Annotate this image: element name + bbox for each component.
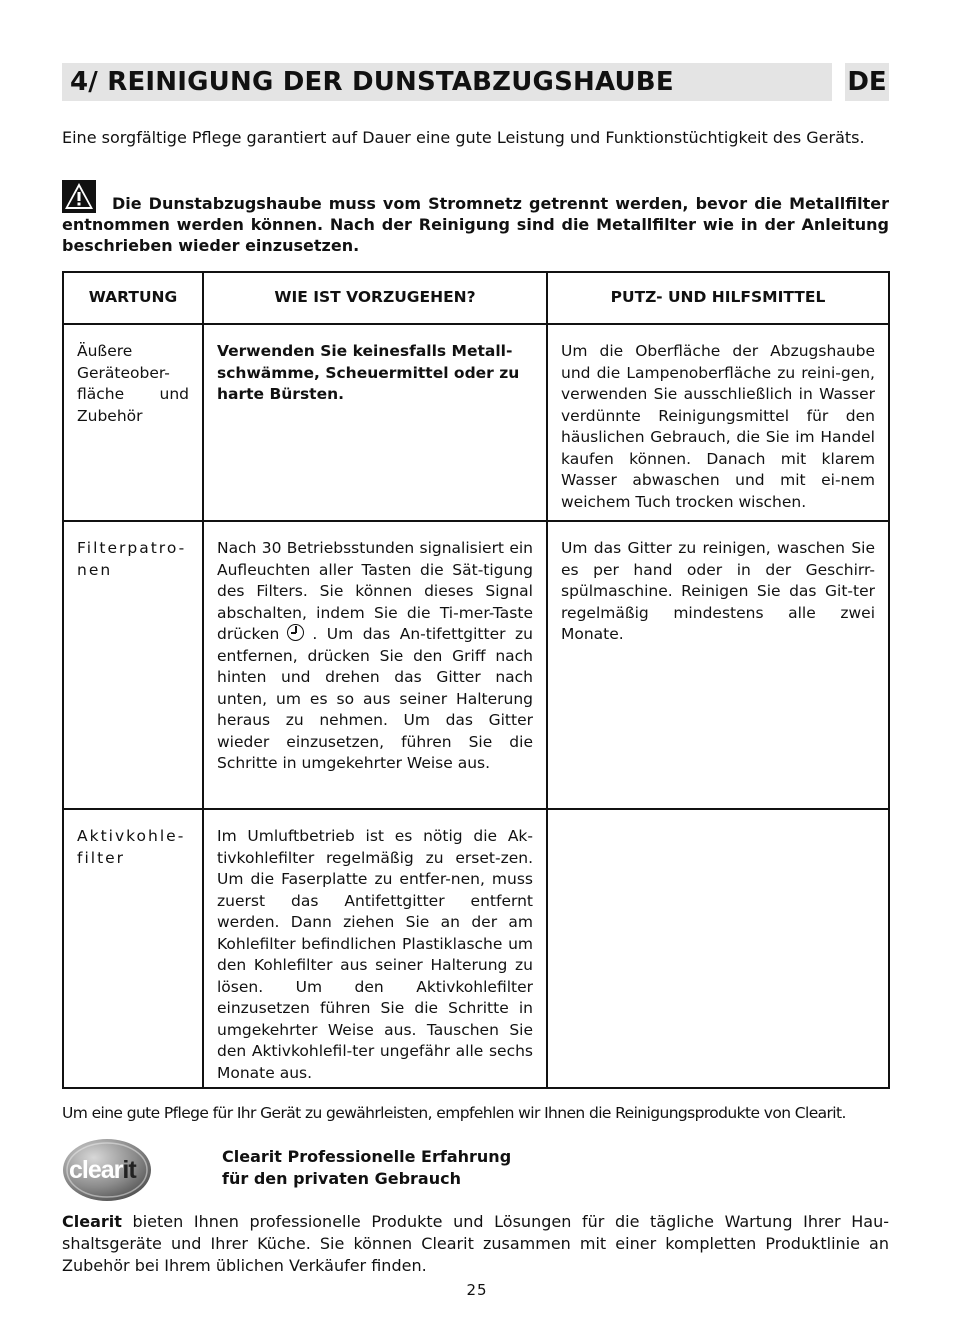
- header-supplies: PUTZ- UND HILFSMITTEL: [547, 272, 889, 324]
- recommendation-text: Um eine gute Pflege für Ihr Gerät zu gewährleisten, empfehlen wir Ihnen die Reinigungsprodukte von Clearit.: [62, 1104, 846, 1122]
- clearit-logo: [62, 1138, 152, 1202]
- closing-brand: Clearit: [62, 1212, 122, 1231]
- row-procedure: Verwenden Sie keinesfalls Metall-schwämme, Scheuermittel oder zu harte Bürsten.: [203, 324, 547, 521]
- page-number: 25: [466, 1281, 488, 1299]
- timer-clock-icon: [287, 624, 304, 641]
- header-maintenance: WARTUNG: [63, 272, 203, 324]
- table-row: [63, 324, 889, 521]
- row-supplies: Um die Oberfläche der Abzugshaube und die Lampenoberfläche zu reini-gen, verwenden Sie ausschließlich in Wasser verdünnte Reinigungsmittel für den häuslichen Gebrauch, die Sie im Handel kaufen können. Danach mit klarem Wasser abwaschen und mit ei-nem weichem Tuch trocken wischen.: [547, 324, 889, 521]
- row-procedure: [203, 521, 547, 809]
- closing-text: bieten Ihnen professionelle Produkte und Lösungen für die tägliche Wartung Ihrer Hau-shaltsgeräte und Ihrer Küche. Sie können Clearit zusammen mit einer kompletten Produktlinie an Zubehör bei Ihrem üblichen Verkäufer finden.: [62, 1212, 889, 1275]
- closing-paragraph: [62, 1211, 889, 1277]
- row-supplies: [547, 809, 889, 1088]
- logo-text-it: it: [122, 1156, 136, 1184]
- table-row: [63, 809, 889, 1088]
- section-title-bar: [62, 63, 832, 101]
- header-procedure: WIE IST VORZUGEHEN?: [203, 272, 547, 324]
- svg-text:clearit: [69, 1156, 137, 1184]
- row-item: Äußere Geräteober-fläche und Zubehör: [63, 324, 203, 521]
- table-row: [63, 521, 889, 809]
- row-item: Filterpatro-nen: [63, 521, 203, 809]
- promo-line-1: Clearit Professionelle Erfahrung: [222, 1147, 512, 1166]
- warning-text: Die Dunstabzugshaube muss vom Stromnetz getrennt werden, bevor die Metallfilter entnommen werden können. Nach der Reinigung sind die Metallfilter wie in der Anleitung beschrieben wieder einzusetzen.: [62, 194, 889, 255]
- maintenance-table: [62, 271, 890, 1089]
- procedure-text-part2: . Um das An-tifettgitter zu entfernen, drücken Sie den Griff nach hinten und drehen das Gitter nach unten, um es so aus seiner Halterung heraus zu nehmen. Um das Gitter wieder einzusetzen, führen Sie die Schritte in umgekehrter Weise aus.: [217, 625, 533, 772]
- row-procedure: Im Umluftbetrieb ist es nötig die Ak-tivkohlefilter regelmäßig zu erset-zen. Um die Faserplatte zu entfer-nen, muss zuerst das Antifettgitter entfernt werden. Dann ziehen Sie an der am Kohlefilter befindlichen Plastiklasche um den Kohlefilter aus seiner Halterung zu lösen. Um den Aktivkohlefilter einzusetzen führen Sie die Schritte in umgekehrter Weise aus. Tauschen Sie den Aktivkohlefil-ter ungefähr alle sechs Monate aus.: [203, 809, 547, 1088]
- section-title: 4/ REINIGUNG DER DUNSTABZUGSHAUBE: [70, 67, 674, 97]
- table-header-row: [63, 272, 889, 324]
- row-item: Aktivkohle-filter: [63, 809, 203, 1088]
- promo-line-2: für den privaten Gebrauch: [222, 1169, 461, 1188]
- intro-paragraph: Eine sorgfältige Pflege garantiert auf Dauer eine gute Leistung und Funktionstüchtigkeit des Geräts.: [62, 128, 865, 147]
- language-badge: DE: [845, 63, 889, 101]
- logo-text-clear: clear: [69, 1156, 123, 1184]
- row-supplies: Um das Gitter zu reinigen, waschen Sie es per hand oder in der Geschirr-spülmaschine. Reinigen Sie das Git-ter regelmäßig mindestens alle zwei Monate.: [547, 521, 889, 809]
- promo-text: [222, 1146, 511, 1190]
- procedure-text-part1: Nach 30 Betriebsstunden signalisiert ein Aufleuchten aller Tasten die Sät-tigung des Filters. Sie können dieses Signal abschalten, indem Sie die Ti-mer-Taste drücken: [217, 539, 533, 643]
